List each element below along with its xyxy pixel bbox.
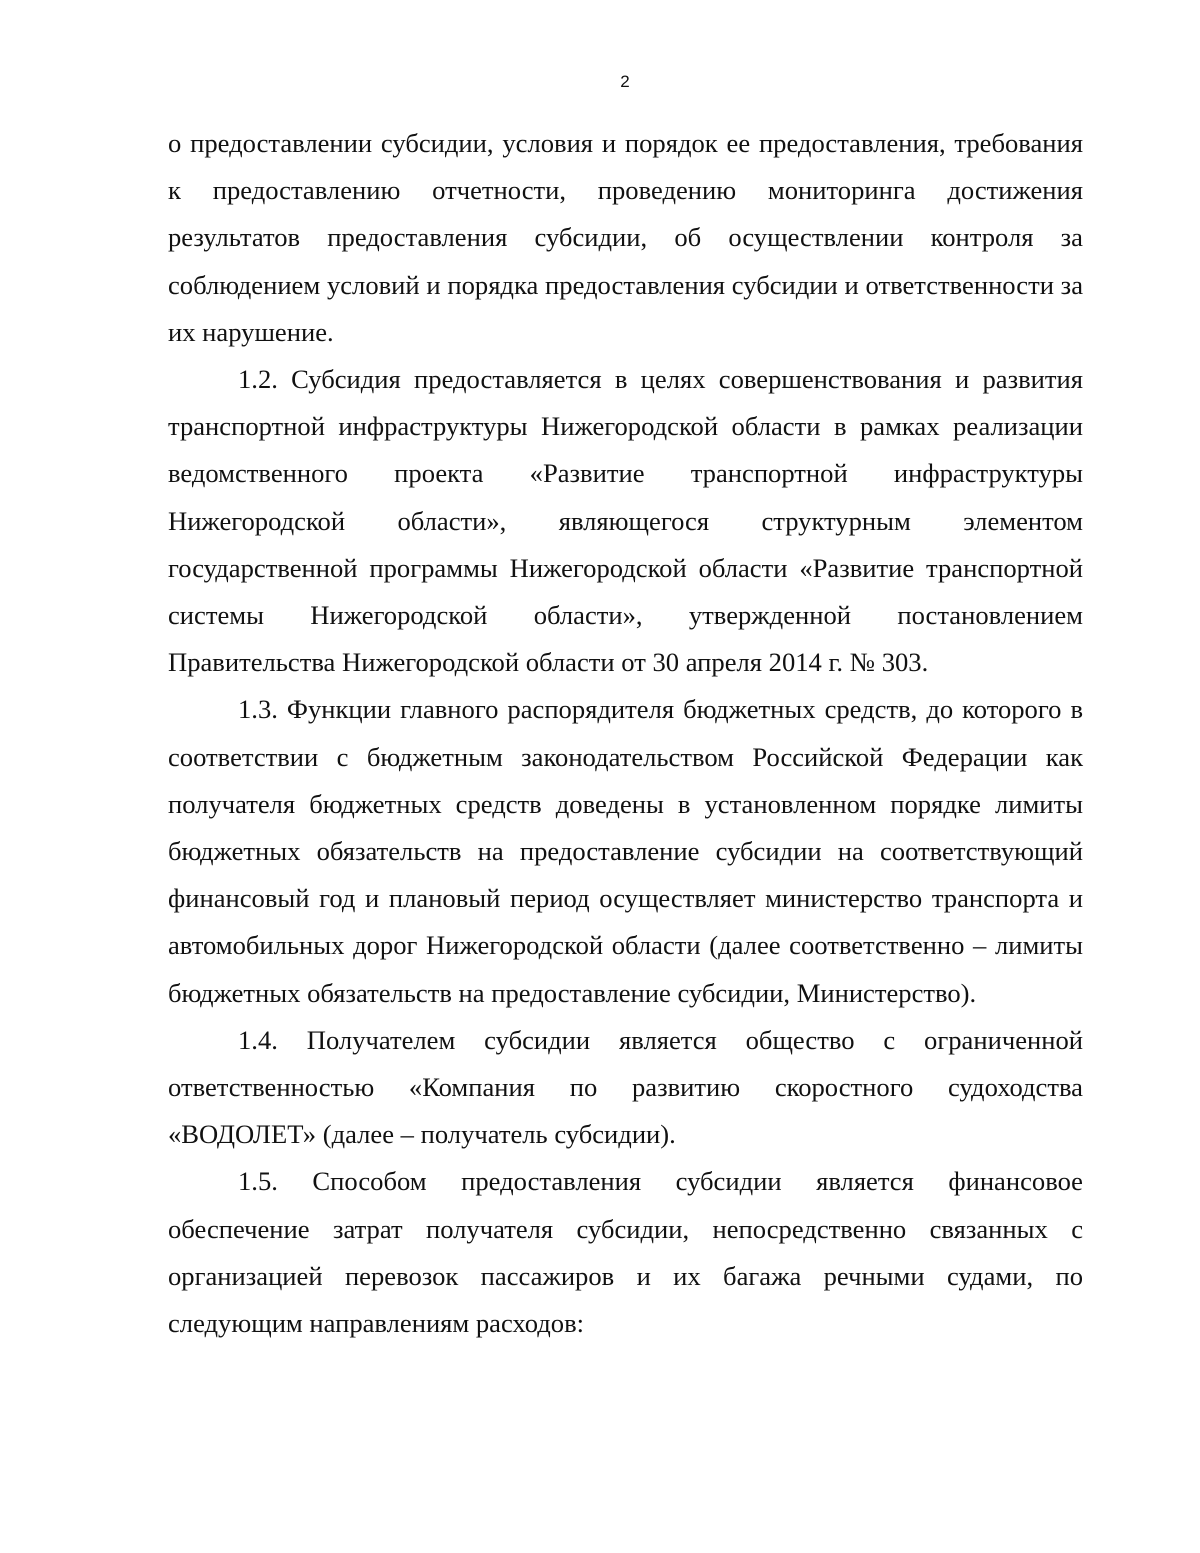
paragraph-clause-1-2: 1.2. Субсидия предоставляется в целях совершенствования и развития транспортной инфраструктуры Нижегородской области в рамках реализации ведомственного проекта «Развитие транспортной инфраструктуры Нижегородской области», являющегося структурным элементом государственной программы Нижегородской области «Развитие транспортной системы Нижегородской области», утвержденной постановлением Правительства Нижегородской области от 30 апреля 2014 г. № 303.: [168, 364, 1083, 678]
document-body: [168, 120, 1083, 1347]
page-number: 2: [620, 72, 630, 91]
paragraph-clause-1-4: 1.4. Получателем субсидии является общество с ограниченной ответственностью «Компания по развитию скоростного судоходства «ВОДОЛЕТ» (далее – получатель субсидии).: [168, 1024, 1083, 1150]
paragraph-clause-1-3: 1.3. Функции главного распорядителя бюджетных средств, до которого в соответствии с бюджетным законодательством Российской Федерации как получателя бюджетных средств доведены в установленном порядке лимиты бюджетных обязательств на предоставление субсидии на соответствующий финансовый год и плановый период осуществляет министерство транспорта и автомобильных дорог Нижегородской области (далее соответственно – лимиты бюджетных обязательств на предоставление субсидии, Министерство).: [168, 694, 1083, 1008]
paragraph-clause-1-5: 1.5. Способом предоставления субсидии является финансовое обеспечение затрат получателя субсидии, непосредственно связанных с организацией перевозок пассажиров и их багажа речными судами, по следующим направлениям расходов:: [168, 1166, 1083, 1339]
paragraph-continuation: о предоставлении субсидии, условия и порядок ее предоставления, требования к предоставлению отчетности, проведению мониторинга достижения результатов предоставления субсидии, об осуществлении контроля за соблюдением условий и порядка предоставления субсидии и ответственности за их нарушение.: [168, 128, 1083, 347]
